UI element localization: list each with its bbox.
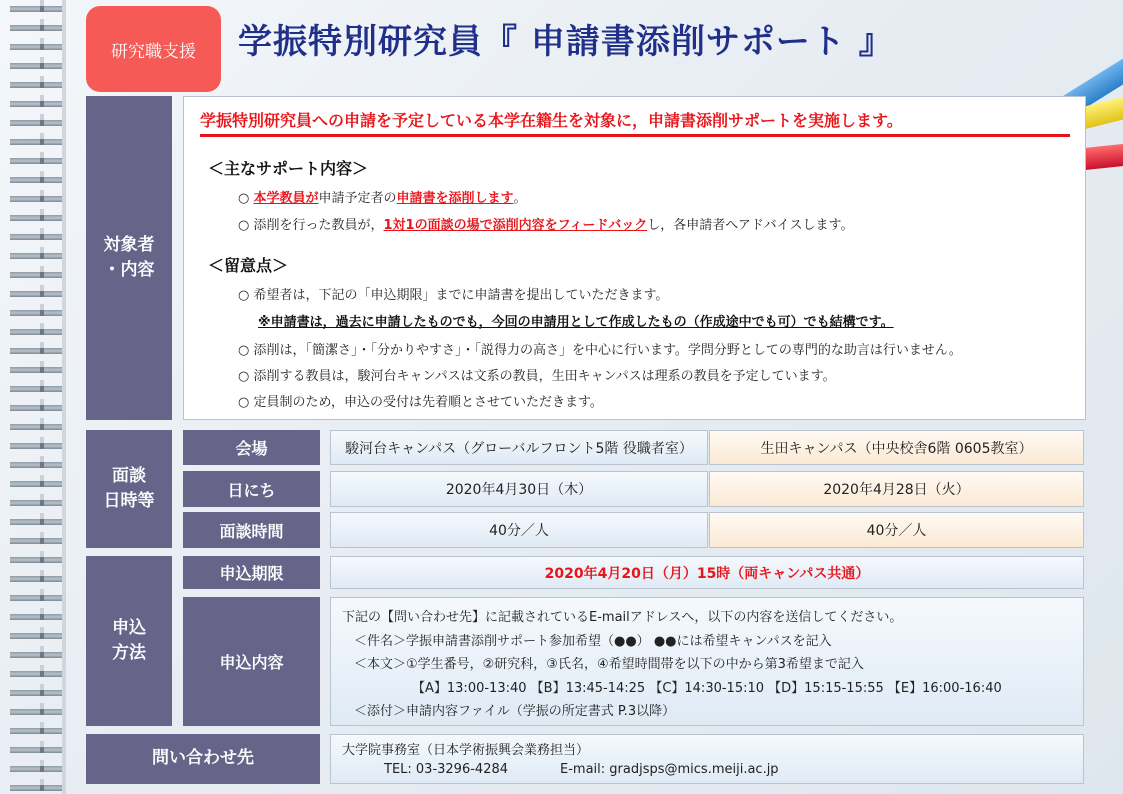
notes-heading: ＜留意点＞ (208, 256, 289, 275)
note-item-5: ○ 定員制のため，申込の受付は先着順とさせていただきます。 (238, 395, 603, 410)
support-item-1-end: 。 (513, 191, 527, 206)
support-item-2-post: し，各申請者へアドバイスします。 (647, 218, 854, 233)
target-label (86, 96, 172, 420)
contact-email: E-mail: gradjsps@mics.meiji.ac.jp (560, 762, 779, 777)
content-line-3: ＜本文＞①学生番号，②研究科，③氏名，④希望時間帯を以下の中から第3希望まで記入 (354, 657, 864, 672)
support-item-1-mid: 申請予定者の (318, 191, 397, 206)
support-heading: ＜主なサポート内容＞ (208, 159, 369, 178)
target-label-line1: 対象者 (103, 234, 155, 255)
venue-surugadai: 駿河台キャンパス（グローバルフロント5階 役職者室） (330, 430, 708, 465)
duration-label: 面談時間 (183, 512, 320, 548)
application-label (86, 556, 172, 726)
date-surugadai: 2020年4月30日（木） (330, 471, 708, 507)
interview-label (86, 430, 172, 548)
support-item-2 (238, 214, 853, 233)
support-item-2-red: 1対1の面談の場で添削内容をフィードバック (383, 218, 648, 233)
content-line-2: ＜件名＞学振申請書添削サポート参加希望（●●） ●●には希望キャンパスを記入 (354, 634, 832, 649)
support-item-1 (238, 187, 527, 206)
venue-ikuta: 生田キャンパス（中央校舎6階 0605教室） (709, 430, 1084, 465)
deadline-label: 申込期限 (183, 556, 320, 589)
deadline-value: 2020年4月20日（月）15時（両キャンパス共通） (330, 556, 1084, 589)
notebook-spiral (10, 0, 62, 794)
support-item-2-pre: ○ 添削を行った教員が， (238, 218, 384, 233)
content-line-5: ＜添付＞申請内容ファイル（学振の所定書式 P.3以降） (354, 704, 676, 719)
venue-label: 会場 (183, 430, 320, 465)
page-edge (62, 0, 66, 794)
contact-tel: TEL: 03-3296-4284 (384, 762, 509, 777)
support-item-1-red2: 申請書を添削します (396, 191, 514, 206)
contact-office: 大学院事務室（日本学術振興会業務担当） (342, 743, 590, 758)
intro-text: 学振特別研究員への申請を予定している本学在籍生を対象に，申請書添削サポートを実施します。 (200, 108, 1070, 137)
support-item-1-red1: 本学教員が (253, 191, 319, 206)
application-label-line2: 方法 (112, 643, 146, 663)
target-label-line2: ・内容 (103, 260, 155, 280)
content-line-1: 下記の【問い合わせ先】に記載されているE-mailアドレスへ，以下の内容を送信してください。 (342, 610, 903, 625)
support-item-1-bullet: ○ (238, 191, 254, 206)
note-item-4: ○ 添削する教員は，駿河台キャンパスは文系の教員，生田キャンパスは理系の教員を予定しています。 (238, 369, 836, 384)
note-item-3: ○ 添削は，「簡潔さ」・「分かりやすさ」・「説得力の高さ」を中心に行います。学問分野としての専門的な助言は行いません。 (238, 343, 962, 358)
note-item-1: ○ 希望者は，下記の「申込期限」までに申請書を提出していただきます。 (238, 288, 669, 303)
contact-label: 問い合わせ先 (86, 734, 320, 784)
note-item-2: ※申請書は，過去に申請したものでも，今回の申請用として作成したもの（作成途中でも可）でも結構です。 (258, 315, 894, 330)
page-title: 学振特別研究員『 申請書添削サポート 』 (238, 22, 894, 62)
content-label: 申込内容 (183, 597, 320, 726)
category-badge: 研究職支援 (86, 6, 221, 92)
duration-ikuta: 40分／人 (709, 512, 1084, 548)
application-label-line1: 申込 (112, 617, 146, 638)
date-ikuta: 2020年4月28日（火） (709, 471, 1084, 507)
content-line-4: 【A】13:00-13:40 【B】13:45-14:25 【C】14:30-15:10 【D】15:15-15:55 【E】16:00-16:40 (412, 681, 1002, 696)
interview-label-line2: 日時等 (103, 491, 155, 511)
date-label: 日にち (183, 471, 320, 507)
interview-label-line1: 面談 (112, 465, 146, 486)
duration-surugadai: 40分／人 (330, 512, 708, 548)
